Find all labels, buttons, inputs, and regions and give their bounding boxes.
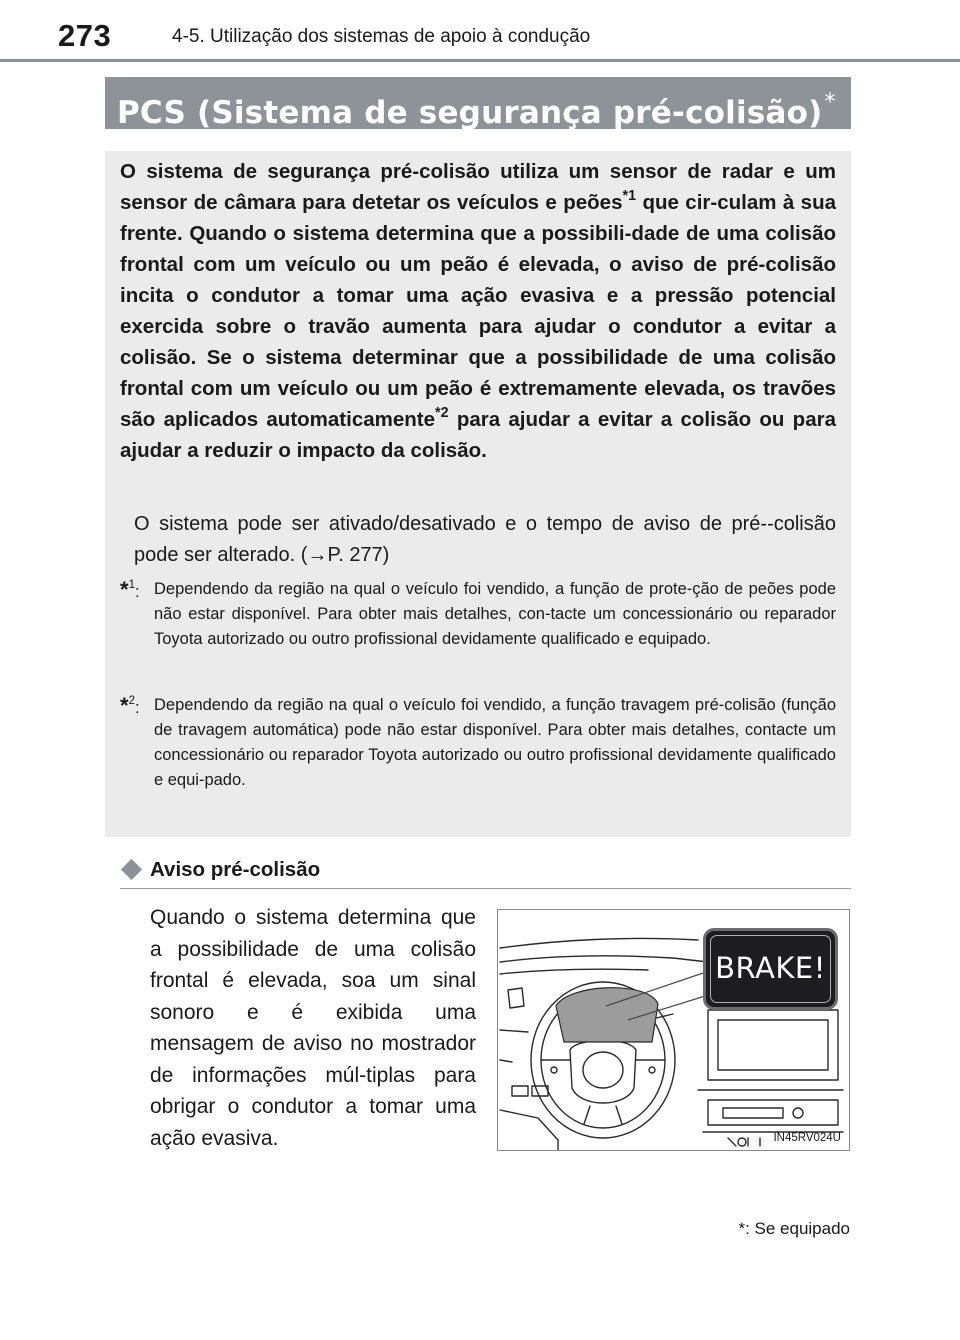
page-title — [105, 77, 851, 129]
intro-part-3: para ajudar a evitar a colisão ou para ajudar a reduzir o impacto da colisão. — [120, 408, 836, 462]
note-2-colon: : — [134, 699, 140, 717]
intro-ref-1: *1 — [622, 188, 637, 204]
settings-note-text: O sistema pode ser ativado/desativado e o tempo de aviso de pré--colisão pode ser alterado. ( — [134, 513, 836, 566]
brake-warning-bubble — [703, 928, 838, 1010]
note-1-mark — [120, 577, 140, 605]
settings-page-link[interactable]: P. 277) — [327, 544, 390, 566]
note-1-text: Dependendo da região na qual o veículo foi vendido, a função de prote-ção de peões pode não estar disponível. Para obter mais detalhes, con-tacte um concessionário ou reparador Toyota autorizado ou outro profissional devidamente qualificado e equipado. — [154, 580, 836, 648]
note-1-colon: : — [134, 583, 140, 601]
subsection-label: Aviso pré-colisão — [150, 858, 321, 881]
note-2-text: Dependendo da região na qual o veículo foi vendido, a função travagem pré-colisão (função de travagem automática) pode não estar disponível. Para obter mais detalhes, contacte um concessionário ou reparador Toyota autorizado ou outro profissional devidamente qualificado e equi-pado. — [154, 696, 836, 789]
subsection-heading — [120, 856, 851, 889]
settings-note — [134, 509, 836, 571]
note-2-mark — [120, 693, 140, 721]
section-header: 4-5. Utilização dos sistemas de apoio à condução — [172, 26, 591, 47]
note-2 — [120, 693, 836, 793]
intro-part-2: que cir-culam à sua frente. Quando o sistema determina que a possibili-dade de uma colisão frontal com um veículo ou um peão é elevada, o aviso de pré-colisão incita o condutor a tomar uma ação evasiva e a pressão potencial exercida sobre o travão aumenta para ajudar o condutor a evitar a colisão. Se o sistema determinar que a possibilidade de uma colisão frontal com um veículo ou um peão é extremamente elevada, os travões são aplicados automaticamente — [120, 191, 836, 431]
note-2-star: * — [120, 693, 129, 718]
header-rule — [0, 59, 960, 62]
footnote-asterisk: * — [738, 1219, 746, 1238]
title-asterisk: * — [824, 90, 836, 115]
note-1-star: * — [120, 577, 129, 602]
note-1-number: 1 — [128, 579, 135, 591]
note-1 — [120, 577, 836, 652]
intro-paragraph — [120, 156, 836, 466]
intro-part-1: O sistema de segurança pré-colisão utiliza um sensor de radar e um sensor de câmara para detetar os veículos e peões — [120, 160, 836, 214]
intro-ref-2: *2 — [435, 405, 449, 421]
diamond-icon — [121, 859, 142, 880]
brake-warning-text: BRAKE! — [710, 935, 831, 1003]
note-2-number: 2 — [128, 695, 135, 707]
title-text: PCS (Sistema de segurança pré-colisão) — [117, 95, 823, 131]
page-number: 273 — [58, 18, 112, 53]
footnote-text: : Se equipado — [745, 1219, 850, 1238]
figure-code: IN45RV024U — [773, 1132, 841, 1144]
dashboard-illustration — [497, 909, 850, 1151]
arrow-icon: → — [307, 544, 328, 566]
subsection-body: Quando o sistema determina que a possibilidade de uma colisão frontal é elevada, soa um sinal sonoro e é exibida uma mensagem de aviso no mostrador de informações múl-tiplas para obrigar o condutor a tomar uma ação evasiva. — [150, 906, 476, 1150]
equipped-footnote — [738, 1219, 850, 1239]
